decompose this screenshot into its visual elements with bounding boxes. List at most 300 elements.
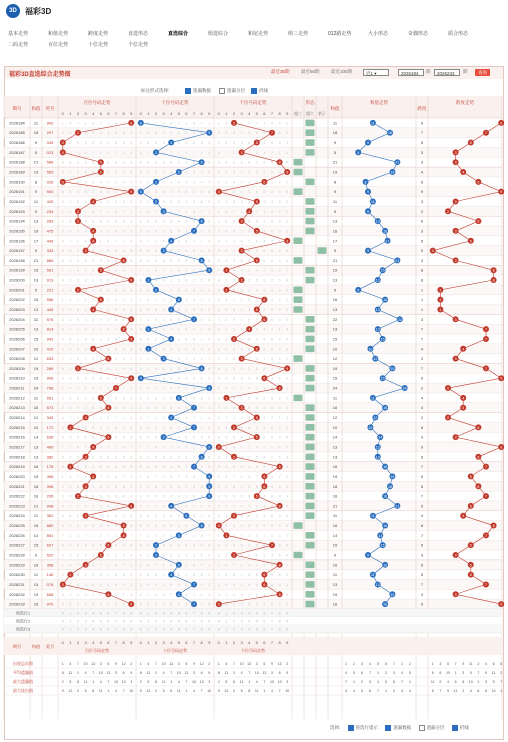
forecast-digit: 2 [155, 611, 157, 616]
sum-line-ball-label: 13 [375, 219, 380, 224]
missing-value: 5 [193, 484, 195, 489]
stat-value: 6 [477, 689, 480, 693]
shape-mark [306, 483, 315, 490]
span-col-cell: 8 [420, 277, 424, 283]
missing-value: 4 [155, 268, 157, 273]
missing-value: 2 [225, 366, 228, 371]
missing-value: 5 [170, 131, 173, 136]
missing-value: 2 [286, 396, 289, 401]
missing-value: 1 [200, 416, 203, 421]
recent-50-link[interactable]: 最近50期 [301, 69, 320, 74]
missing-value: 2 [107, 219, 110, 224]
missing-value: 4 [115, 563, 117, 568]
span-line-ball-label: 9 [500, 602, 503, 607]
sum-line-ball-label: 5 [357, 288, 360, 293]
missing-value: 4 [147, 121, 150, 126]
header-digit: 9 [208, 111, 211, 116]
missing-value: 6 [122, 288, 125, 293]
issue-cell: 2026233 [9, 601, 25, 607]
missing-value: 1 [99, 150, 102, 155]
missing-value: 1 [162, 386, 165, 391]
stat-value: 2 [139, 680, 142, 684]
missing-value: 4 [263, 239, 266, 244]
missing-value: 4 [217, 239, 220, 244]
missing-value: 4 [240, 239, 243, 244]
issue-cell: 2026205 [9, 326, 25, 332]
missing-value: 1 [248, 533, 251, 538]
missing-value: 9 [155, 141, 157, 146]
missing-value: 8 [130, 366, 133, 371]
nav-row-1 [8, 30, 500, 41]
missing-value: 2 [147, 190, 150, 195]
span-col-cell: 3 [420, 149, 424, 155]
stat-value: 4 [99, 680, 102, 684]
missing-value: 4 [233, 180, 235, 185]
missing-value: 6 [248, 317, 251, 322]
nav-item-0-9[interactable]: 大小形态 [368, 31, 389, 37]
missing-value: 1 [200, 327, 203, 332]
units-line-ball-label: 9 [286, 366, 289, 371]
hundreds-line-ball-label: 4 [92, 347, 95, 352]
hundreds-line-ball-label: 5 [99, 268, 102, 273]
missing-value: 6 [286, 435, 289, 440]
missing-value: 2 [170, 278, 173, 283]
missing-value: 5 [122, 455, 125, 460]
stat-value: 13 [199, 680, 204, 684]
recent-100-link[interactable]: 最近100期 [331, 69, 353, 74]
missing-value: 4 [217, 592, 220, 597]
missing-value: 9 [139, 553, 142, 558]
missing-value: 6 [271, 406, 273, 411]
footer-head-2: 奖号 [45, 644, 55, 649]
header-digit: 1 [225, 111, 228, 116]
shape-mark [306, 601, 315, 608]
forecast-digit: 4 [92, 611, 95, 616]
missing-value: 9 [84, 376, 87, 381]
span-line-ball-label: 8 [492, 278, 495, 283]
number-cell: 178 [46, 464, 54, 470]
missing-value: 1 [233, 239, 235, 244]
missing-value: 6 [77, 465, 79, 470]
number-cell: 551 [46, 395, 54, 401]
nav-item-0-5[interactable]: 组选综合 [208, 31, 229, 37]
footer-opt-forecast[interactable] [348, 725, 379, 730]
stat-value: 12 [277, 662, 282, 666]
missing-value: 9 [107, 199, 110, 204]
missing-value: 8 [92, 337, 95, 342]
sum-cell: 19 [33, 591, 39, 597]
missing-value: 9 [92, 258, 95, 263]
missing-value: 3 [107, 317, 110, 322]
missing-value: 7 [61, 357, 64, 362]
missing-value: 3 [271, 288, 273, 293]
span-line-ball-label: 7 [485, 494, 487, 499]
stat-value: 6 [361, 671, 363, 675]
missing-value: 4 [286, 592, 289, 597]
stat-value: 3 [361, 662, 363, 666]
span-line-ball-label: 3 [454, 150, 457, 155]
recent-30-link[interactable]: 最近30期 [271, 69, 290, 74]
header-digit: 1 [147, 111, 150, 116]
missing-value: 4 [139, 150, 142, 155]
missing-value: 7 [217, 357, 220, 362]
nav-item-0-6[interactable]: 和尾走势 [248, 31, 269, 37]
stat-value: 4 [240, 671, 243, 675]
issue-cell: 2026221 [9, 483, 25, 489]
missing-value: 2 [147, 543, 150, 548]
forecast-digit: 4 [248, 611, 251, 616]
footer-opt-line-label: 折线 [459, 725, 469, 731]
missing-value: 6 [115, 317, 117, 322]
missing-value: 4 [240, 504, 243, 509]
tens-line-ball-label: 9 [208, 445, 211, 450]
hundreds-line-ball-label: 2 [77, 288, 79, 293]
missing-value: 8 [240, 543, 243, 548]
missing-value: 7 [115, 416, 117, 421]
missing-value: 1 [271, 357, 273, 362]
missing-value: 3 [170, 553, 173, 558]
missing-value: 2 [185, 484, 188, 489]
missing-value: 9 [92, 435, 95, 440]
missing-value: 3 [185, 406, 188, 411]
footer-head-0: 期号 [12, 644, 22, 649]
sum-col-cell: 13 [332, 277, 338, 283]
stat-value: 7 [377, 689, 379, 693]
units-line-ball-label: 5 [255, 199, 258, 204]
footer-digit: 9 [286, 640, 289, 645]
stat-value: 13 [262, 671, 267, 675]
missing-value: 2 [139, 573, 142, 578]
nav-item-0-10[interactable]: 奇偶形态 [408, 31, 429, 37]
missing-value: 3 [61, 406, 64, 411]
missing-value: 7 [122, 474, 125, 479]
stat-value: 1 [377, 671, 379, 675]
missing-value: 4 [185, 150, 188, 155]
stat-value: 8 [139, 671, 142, 675]
nav-item-1-0[interactable]: 二码走势 [8, 42, 29, 48]
footer-opt-line[interactable] [452, 725, 469, 730]
missing-value: 9 [122, 494, 125, 499]
missing-value: 3 [177, 524, 180, 529]
footer-digit: 1 [225, 640, 228, 645]
forecast-digit: 4 [92, 619, 95, 624]
issue-cell: 2026215 [9, 424, 25, 430]
missing-value: 4 [107, 327, 110, 332]
missing-value: 5 [130, 425, 133, 430]
footer-opt-split-label: 遗漏分层 [426, 725, 445, 731]
missing-value: 6 [77, 376, 79, 381]
nav-item-0-0[interactable]: 基本走势 [8, 31, 29, 37]
missing-value: 9 [240, 288, 243, 293]
missing-value: 3 [130, 229, 133, 234]
span-line-ball-label: 6 [477, 425, 480, 430]
missing-value: 3 [115, 465, 117, 470]
number-cell: 026 [46, 179, 54, 185]
missing-value: 5 [208, 425, 211, 430]
issue-cell: 2026213 [9, 405, 25, 411]
missing-value: 9 [193, 170, 195, 175]
missing-value: 3 [99, 524, 102, 529]
stat-value: 4 [177, 680, 180, 684]
missing-value: 8 [61, 278, 64, 283]
missing-value: 9 [115, 347, 117, 352]
shape-mark [294, 552, 303, 559]
issue-cell: 2026204 [9, 316, 25, 322]
header-digit: 8 [278, 111, 281, 116]
missing-value: 4 [69, 386, 72, 391]
footer-digit: 7 [270, 640, 274, 645]
missing-value: 2 [130, 219, 133, 224]
missing-value: 7 [139, 180, 142, 185]
span-col-cell: 3 [420, 552, 424, 558]
missing-value: 2 [139, 131, 142, 136]
stat-value: 9 [271, 662, 273, 666]
stat-value: 10 [239, 662, 244, 666]
missing-value: 5 [107, 514, 110, 519]
missing-value: 6 [61, 258, 64, 263]
panel-header [5, 67, 503, 79]
footer-digit: 8 [122, 640, 125, 645]
tens-line-ball-label: 5 [177, 170, 180, 175]
sum-col-cell: 16 [332, 493, 338, 499]
issue-cell: 2026198 [9, 257, 25, 263]
stat-value: 3 [255, 662, 258, 666]
stat-value: 1 [217, 662, 220, 666]
nav-item-1-1[interactable]: 百位走势 [48, 42, 69, 48]
missing-value: 2 [217, 396, 220, 401]
span-line-ball-label: 3 [454, 553, 457, 558]
tens-line-ball-label: 9 [208, 494, 211, 499]
shape-mark [294, 287, 303, 294]
missing-value: 4 [177, 268, 180, 273]
query-button[interactable]: 查询 [475, 69, 490, 76]
shape-mark [306, 571, 315, 578]
header-digit: 5 [177, 111, 180, 116]
missing-value: 6 [69, 229, 72, 234]
missing-value: 7 [122, 563, 125, 568]
issue-cell: 2026189 [9, 169, 25, 175]
missing-value: 1 [61, 121, 64, 126]
stat-value: 2 [462, 689, 465, 693]
forecast-digit: 8 [278, 619, 281, 624]
stat-value: 2 [353, 662, 355, 666]
sum-line-ball-label: 13 [375, 445, 380, 450]
span-line-ball-label: 6 [477, 484, 480, 489]
missing-value: 2 [155, 514, 157, 519]
stat-value: 6 [369, 689, 371, 693]
missing-value: 7 [130, 357, 133, 362]
missing-value: 2 [255, 425, 258, 430]
units-line-ball-label: 6 [263, 484, 266, 489]
footer-opt-missing[interactable] [385, 725, 411, 730]
missing-value: 8 [92, 514, 95, 519]
missing-option-label: 遗漏数据 [193, 88, 211, 94]
nav-item-0-4[interactable]: 直选综合 [168, 31, 189, 37]
stat-value: 4 [115, 689, 117, 693]
missing-value: 2 [92, 543, 95, 548]
line-option[interactable] [251, 88, 268, 94]
nav-item-0-2[interactable]: 跨度走势 [88, 31, 109, 37]
units-line-ball-label: 5 [255, 416, 258, 421]
missing-value: 6 [208, 435, 211, 440]
missing-value: 1 [130, 563, 133, 568]
missing-value: 8 [263, 366, 266, 371]
missing-value: 2 [107, 396, 110, 401]
missing-value: 4 [233, 445, 235, 450]
missing-value: 3 [84, 229, 87, 234]
missing-value: 7 [130, 533, 133, 538]
issue-cell: 2026220 [9, 473, 25, 479]
missing-value: 6 [147, 317, 150, 322]
stat-value: 1 [92, 680, 95, 684]
missing-value: 4 [155, 357, 157, 362]
sum-col-cell: 13 [332, 444, 338, 450]
header-number: 奖号 [45, 106, 55, 111]
number-cell: 851 [46, 532, 54, 538]
stat-value: 11 [68, 671, 73, 675]
missing-value: 8 [248, 425, 251, 430]
missing-value: 3 [77, 435, 79, 440]
sum-col-cell: 10 [332, 346, 338, 352]
stat-value: 9 [485, 671, 487, 675]
missing-value: 5 [217, 337, 220, 342]
missing-value: 6 [217, 258, 220, 263]
stat-value: 11 [146, 671, 151, 675]
missing-value: 8 [225, 160, 228, 165]
units-line-ball-label: 4 [248, 327, 251, 332]
missing-option[interactable] [185, 88, 211, 94]
forecast-digit: 3 [162, 611, 165, 616]
issue-range-select[interactable] [363, 69, 389, 76]
missing-value: 6 [177, 465, 180, 470]
sum-col-cell: 13 [332, 581, 338, 587]
units-line-ball-label: 0 [217, 524, 220, 529]
hundreds-line-ball-label: 0 [61, 141, 64, 146]
missing-value: 1 [99, 327, 102, 332]
missing-value: 1 [286, 121, 289, 126]
tens-line-ball-label: 8 [200, 455, 203, 460]
missing-value: 8 [278, 307, 281, 312]
missing-value: 8 [170, 425, 173, 430]
end-issue-input[interactable]: 2026233 [434, 69, 460, 76]
sum-cell: 19 [33, 365, 39, 371]
missing-value: 3 [217, 582, 220, 587]
forecast-digit: 2 [233, 619, 235, 624]
missing-value: 6 [155, 465, 157, 470]
missing-value: 2 [185, 396, 188, 401]
hundreds-line-ball-label: 0 [61, 180, 64, 185]
missing-value: 8 [255, 573, 258, 578]
missing-value: 7 [208, 533, 211, 538]
missing-value: 3 [278, 435, 281, 440]
missing-value: 9 [84, 288, 87, 293]
footer-digit: 0 [61, 640, 64, 645]
missing-value: 7 [271, 504, 273, 509]
missing-value: 9 [92, 170, 95, 175]
forecast-digit: 3 [240, 619, 243, 624]
missing-value: 8 [200, 484, 203, 489]
missing-value: 9 [170, 524, 173, 529]
number-cell: 023 [46, 149, 54, 155]
missing-value: 8 [240, 455, 243, 460]
missing-value: 9 [177, 582, 180, 587]
sum-line-ball-label: 9 [367, 249, 369, 254]
nav-item-0-3[interactable]: 直选形态 [128, 31, 149, 37]
issue-cell: 2026200 [9, 277, 25, 283]
missing-value: 8 [69, 514, 72, 519]
stat-value: 1 [409, 680, 411, 684]
stat-value: 8 [77, 680, 79, 684]
missing-value: 6 [130, 170, 133, 175]
missing-value: 7 [200, 563, 203, 568]
tens-line-ball-label: 4 [170, 573, 173, 578]
forecast-digit: 3 [240, 611, 243, 616]
missing-value: 8 [271, 514, 273, 519]
span-col-cell: 6 [420, 483, 424, 489]
missing-value: 1 [255, 239, 258, 244]
nav-item-1-3[interactable]: 个位走势 [128, 42, 149, 48]
missing-value: 4 [122, 357, 125, 362]
nav-item-1-2[interactable]: 十位走势 [88, 42, 109, 48]
missing-value: 7 [84, 180, 87, 185]
split-option[interactable] [219, 88, 245, 94]
missing-value: 7 [193, 592, 195, 597]
missing-value: 8 [130, 455, 133, 460]
missing-value: 1 [92, 533, 95, 538]
missing-value: 5 [69, 219, 72, 224]
footer-opt-split[interactable] [419, 725, 445, 730]
hundreds-line-ball-label: 7 [115, 386, 117, 391]
start-issue-input[interactable]: 2026184 [398, 69, 424, 76]
missing-value: 4 [271, 209, 273, 214]
missing-value: 2 [155, 425, 157, 430]
issue-cell: 2026199 [9, 267, 25, 273]
stat-value: 2 [409, 662, 411, 666]
stat-value: 9 [462, 662, 465, 666]
nav-item-0-11[interactable]: 质合形态 [448, 31, 469, 37]
forecast-digit: 1 [69, 627, 72, 632]
nav-item-0-8[interactable]: 012路走势 [328, 31, 352, 37]
missing-value: 1 [177, 239, 180, 244]
missing-value: 4 [92, 563, 95, 568]
missing-value: 5 [255, 455, 258, 460]
number-cell: 297 [46, 130, 54, 136]
missing-value: 4 [233, 533, 235, 538]
missing-value: 8 [193, 160, 195, 165]
forecast-digit: 0 [139, 627, 142, 632]
issue-cell: 2026222 [9, 493, 25, 499]
footer-label: 选择: [330, 725, 341, 731]
sum-cell: 19 [33, 169, 39, 175]
missing-value: 8 [263, 455, 266, 460]
hundreds-line-ball-label: 1 [69, 465, 72, 470]
missing-value: 5 [115, 307, 117, 312]
issue-cell: 2026232 [9, 591, 25, 597]
nav-item-0-1[interactable]: 和值走势 [48, 31, 69, 37]
missing-value: 1 [84, 209, 87, 214]
span-line-ball-label: 3 [454, 160, 457, 165]
missing-value: 1 [233, 416, 235, 421]
shape-mark [306, 512, 315, 519]
units-line-ball-label: 2 [233, 425, 235, 430]
stat-value: 7 [278, 689, 281, 693]
missing-value: 2 [286, 573, 289, 578]
missing-value: 5 [107, 425, 110, 430]
missing-value: 5 [217, 160, 220, 165]
missing-value: 2 [170, 455, 173, 460]
missing-value: 7 [286, 180, 289, 185]
nav-item-0-7[interactable]: 组三走势 [288, 31, 309, 37]
